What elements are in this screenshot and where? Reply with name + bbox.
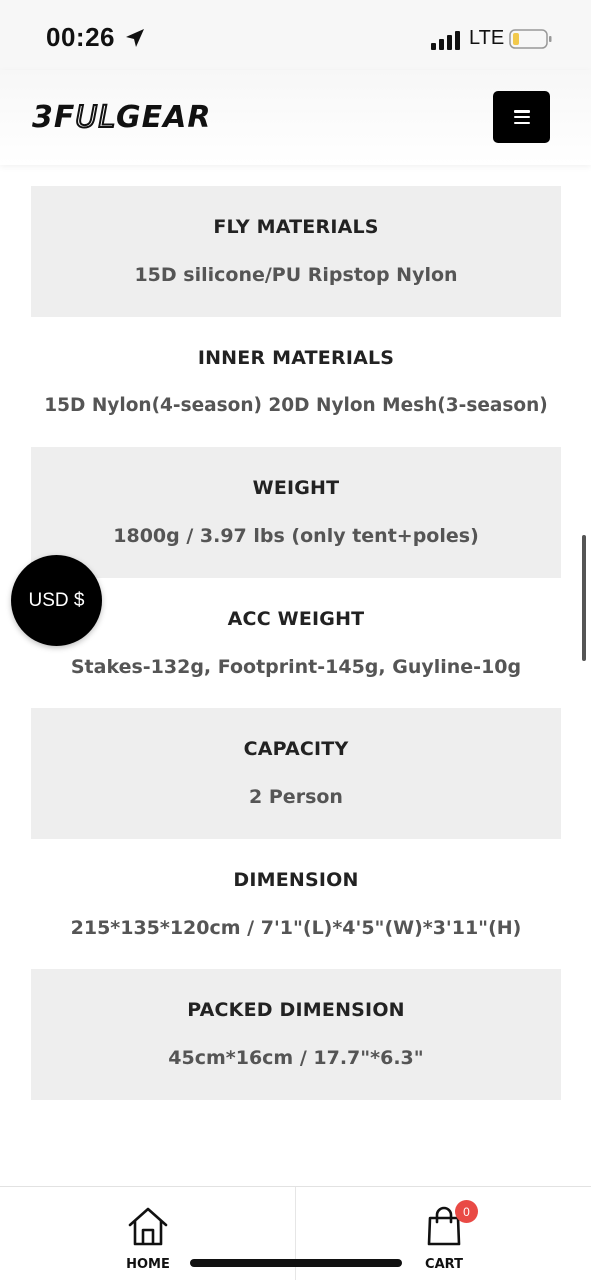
spec-row-inner-materials xyxy=(31,317,561,448)
spec-row-fly-materials xyxy=(31,186,561,317)
scrollbar[interactable] xyxy=(582,535,586,661)
signal-bars-icon xyxy=(431,30,463,50)
hamburger-menu-icon xyxy=(514,110,530,124)
spec-label: ACC WEIGHT xyxy=(227,607,365,630)
spec-value: 2 Person xyxy=(249,786,343,809)
status-bar xyxy=(0,0,591,70)
spec-label: CAPACITY xyxy=(243,738,349,761)
spec-row-packed-dimension xyxy=(31,969,561,1100)
spec-label: FLY MATERIALS xyxy=(213,216,379,239)
logo-text-3: GEAR xyxy=(116,100,212,135)
spec-label: WEIGHT xyxy=(252,477,340,500)
spec-label: DIMENSION xyxy=(233,868,359,891)
menu-button[interactable] xyxy=(493,91,550,143)
spec-row-weight xyxy=(31,447,561,578)
spec-row-dimension xyxy=(31,839,561,970)
spec-label: PACKED DIMENSION xyxy=(187,999,405,1022)
spec-value: 15D silicone/PU Ripstop Nylon xyxy=(134,264,458,287)
nav-cart[interactable] xyxy=(384,1187,504,1280)
spec-row-acc-weight xyxy=(31,578,561,709)
logo-text-1: 3F xyxy=(32,100,76,135)
status-time: 00:26 xyxy=(46,22,115,52)
spec-value: 15D Nylon(4-season) 20D Nylon Mesh(3-season) xyxy=(44,395,548,417)
cart-count-badge: 0 xyxy=(455,1200,478,1223)
logo-text-2: UL xyxy=(75,100,117,135)
location-arrow-icon xyxy=(124,27,146,49)
nav-cart-label: CART xyxy=(425,1257,463,1272)
spec-row-capacity xyxy=(31,708,561,839)
brand-logo[interactable] xyxy=(32,100,211,135)
network-type: LTE xyxy=(469,27,505,49)
spec-value: 45cm*16cm / 17.7"*6.3" xyxy=(168,1047,424,1070)
battery-low-icon xyxy=(509,28,553,50)
nav-home-label: HOME xyxy=(126,1257,170,1272)
spec-table xyxy=(31,186,561,1100)
spec-value: Stakes-132g, Footprint-145g, Guyline-10g xyxy=(70,655,522,678)
home-indicator[interactable] xyxy=(190,1259,402,1267)
home-icon xyxy=(126,1204,170,1248)
currency-selector[interactable]: USD $ xyxy=(11,555,102,646)
site-header xyxy=(0,70,591,165)
spec-value: 215*135*120cm / 7'1"(L)*4'5"(W)*3'11"(H) xyxy=(70,916,522,939)
spec-value: 1800g / 3.97 lbs (only tent+poles) xyxy=(113,525,479,548)
nav-home[interactable] xyxy=(88,1187,208,1280)
spec-label: INNER MATERIALS xyxy=(197,347,395,370)
